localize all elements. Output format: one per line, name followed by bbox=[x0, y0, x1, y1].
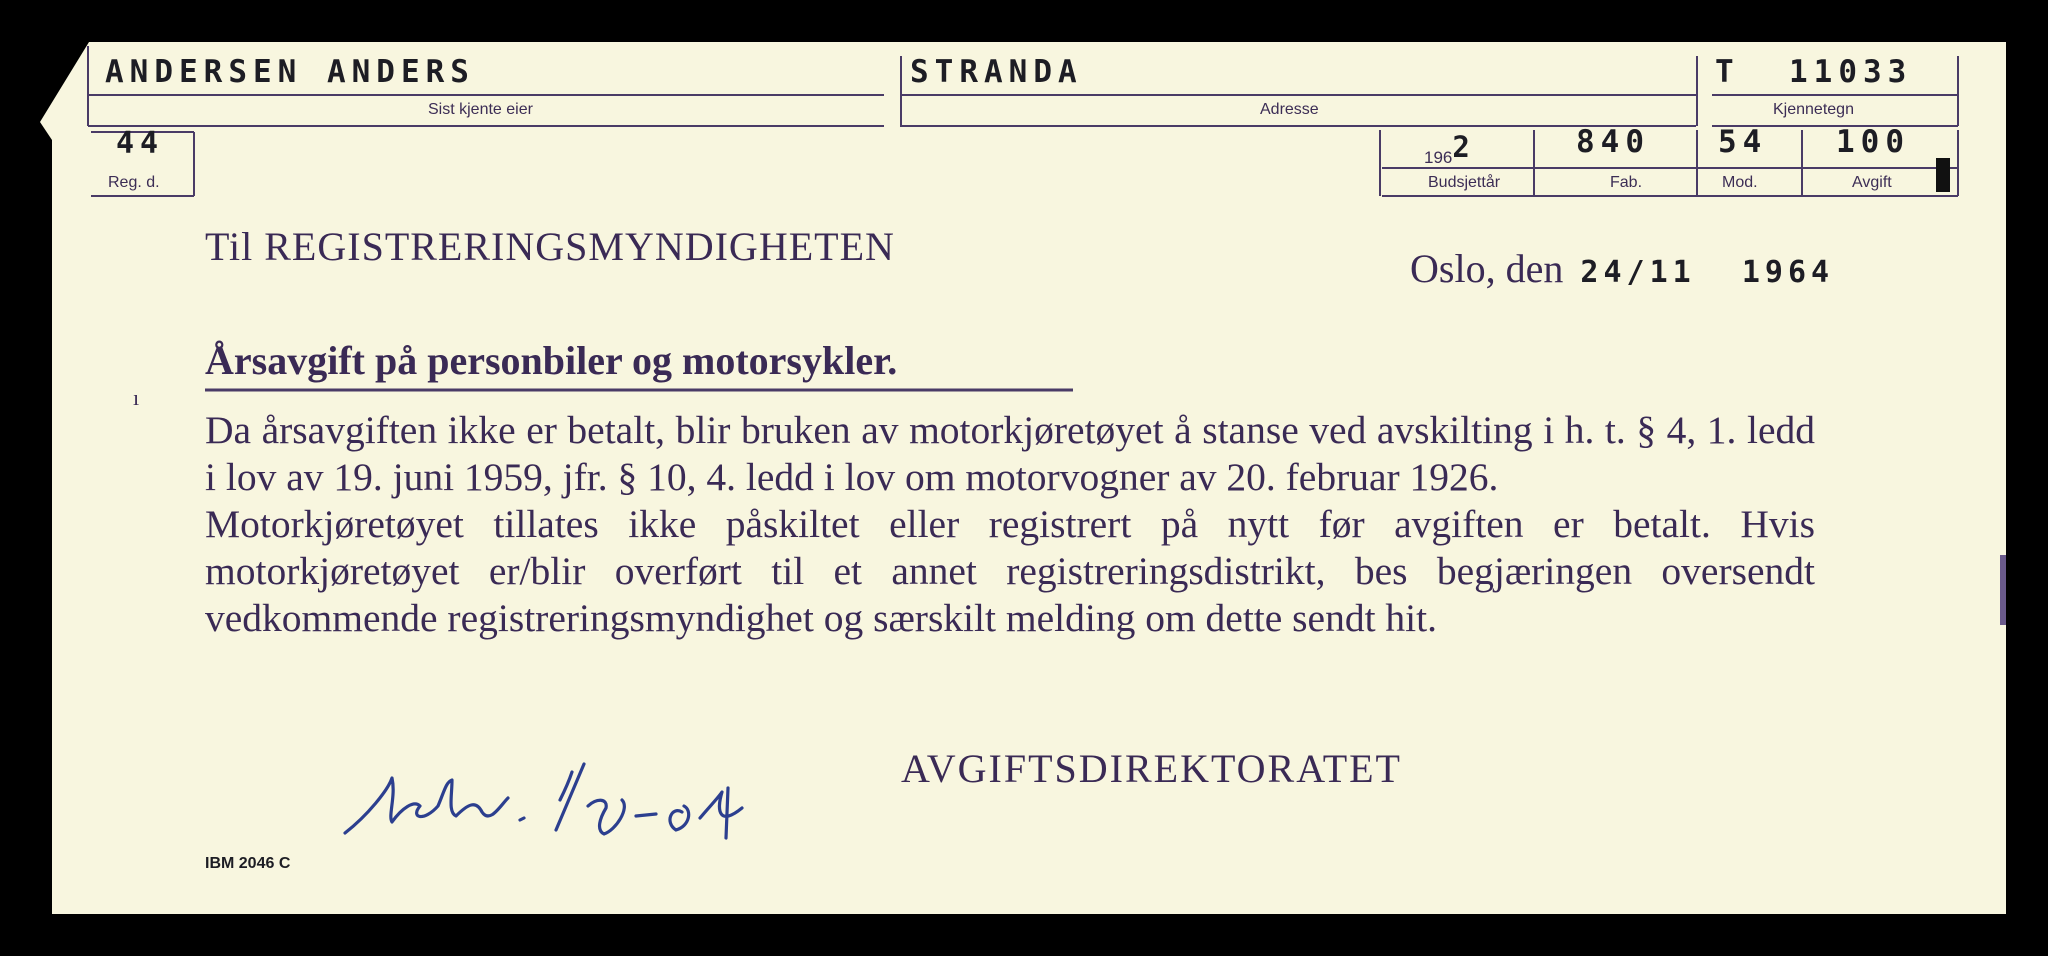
recipient-line: Til REGISTRERINGSMYNDIGHETEN bbox=[205, 224, 895, 269]
plate-number: T 11033 bbox=[1715, 54, 1913, 90]
reg-district-caption: Reg. d. bbox=[108, 174, 160, 191]
fee-value: 100 bbox=[1836, 124, 1910, 160]
budget-year-prefix: 196 bbox=[1424, 148, 1453, 167]
subject-heading: Årsavgift på personbiler og motorsykler. bbox=[205, 338, 898, 383]
fab-caption: Fab. bbox=[1610, 174, 1643, 191]
place-date bbox=[1410, 245, 1834, 292]
owner-name: ANDERSEN ANDERS bbox=[105, 54, 475, 90]
marker-block bbox=[1936, 158, 1950, 192]
letter-body bbox=[205, 407, 1815, 642]
edge-mark bbox=[2000, 555, 2006, 625]
form-code: IBM 2046 C bbox=[205, 855, 291, 872]
plate-caption: Kjennetegn bbox=[1773, 101, 1854, 118]
owner-caption: Sist kjente eier bbox=[428, 101, 533, 118]
fab-value: 840 bbox=[1576, 124, 1650, 160]
paragraph-registrering: Motorkjøretøyet tillates ikke påskiltet eller registrert på nytt før avgiften er betalt. Hvis motorkjøretøyet er/blir overført til et annet registreringsdistrikt, bes begjæringen oversendt vedkommende registreringsmyndighet og særskilt melding om dette sendt hit. bbox=[205, 502, 1815, 640]
budget-year bbox=[1424, 130, 1470, 170]
address-value: STRANDA bbox=[910, 54, 1083, 90]
letter-date: 24/11 1964 bbox=[1580, 255, 1835, 290]
paragraph-avskilting: Da årsavgiften ikke er betalt, blir bruken av motorkjøretøyet å stanse ved avskilting i h. t. § 4, 1. ledd i lov av 19. juni 1959, jfr. § 10, 4. ledd i lov om motorvogner av 20. februar 1926. bbox=[205, 408, 1815, 499]
budget-caption: Budsjettår bbox=[1428, 174, 1501, 191]
model-value: 54 bbox=[1718, 124, 1768, 160]
budget-year-suffix: 2 bbox=[1452, 130, 1470, 164]
fee-caption: Avgift bbox=[1852, 174, 1892, 191]
stray-mark: ı bbox=[133, 385, 140, 410]
reg-district-value: 44 bbox=[116, 126, 165, 161]
place-prefix: Oslo, den bbox=[1410, 246, 1564, 291]
model-caption: Mod. bbox=[1722, 174, 1758, 191]
signatory: AVGIFTSDIREKTORATET bbox=[901, 746, 1402, 791]
address-caption: Adresse bbox=[1260, 101, 1319, 118]
